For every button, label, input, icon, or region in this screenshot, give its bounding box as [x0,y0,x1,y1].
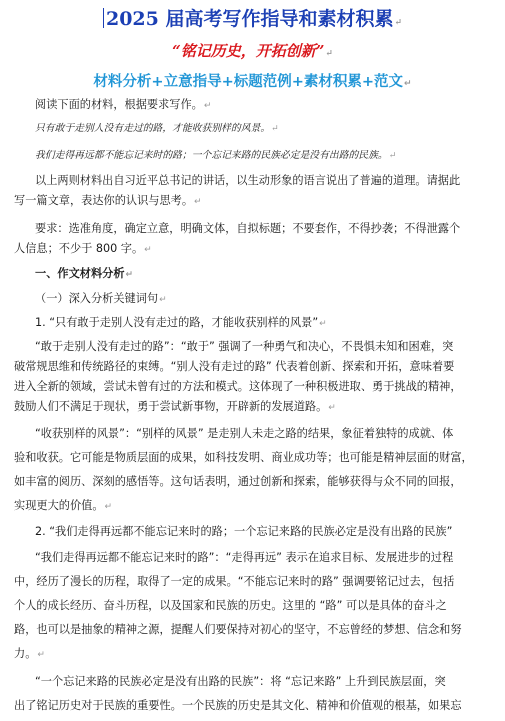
paragraph-mark-icon: ↵ [37,650,45,660]
paragraph-mark-icon: ↵ [104,502,113,512]
analysis-paragraph-1-line-1: “敢于走别人没有走过的路”：“敢于” 强调了一种勇气和决心，不畏惧未知和困难，突 [35,340,454,353]
analysis-paragraph-1-line-2: 破常规思维和传统路径的束缚。“别人没有走过的路” 代表着创新、探索和开拓，意味着要 [14,360,455,373]
paragraph-mark-icon: ↵ [319,319,327,329]
text-cursor [103,8,104,28]
analysis-paragraph-1-line-3: 进入全新的领域，尝试未曾有过的方法和模式。这体现了一种积极进取、勇于挑战的精神， [14,380,462,393]
analysis-paragraph-2-line-4: 实现更大的价值。↵ [14,499,113,512]
analysis-paragraph-1-line-4: 鼓励人们不满足于现状，勇于尝试新事物，开辟新的发展道路。↵ [14,400,336,413]
paragraph-mark-icon: ↵ [271,124,279,134]
paragraph-mark-icon: ↵ [388,151,397,161]
analysis-paragraph-2-line-1: “收获别样的风景”：“别样的风景” 是走别人未走之路的结果，象征着独特的成就、体 [35,427,454,440]
requirements-paragraph-line-2: 人信息；不少于 800 字。↵ [14,242,152,255]
analysis-paragraph-2-line-3: 如丰富的阅历、深刻的感悟等。这句话表明，通过创新和探索，能够获得与众不同的回报， [14,475,462,488]
background-paragraph-line-1: 以上两则材料出自习近平总书记的讲话，以生动形象的语言说出了普遍的道理。请据此 [35,174,461,187]
analysis-paragraph-3-line-1: “我们走得再远都不能忘记来时的路”：“走得再远” 表示在追求目标、发展进步的过程 [35,551,454,564]
document-subtitle-outline: 材料分析+立意指导+标题范例+素材积累+范文↵ [93,74,412,90]
analysis-paragraph-2-line-2: 验和收获。它可能是物质层面的成果，如科技发明、商业成功等；也可能是精神层面的财富， [14,451,473,464]
background-paragraph-line-2: 写一篇文章，表达你的认识与思考。↵ [14,194,202,207]
subsection-heading: （一）深入分析关键词句↵ [35,292,167,305]
section-heading: 一、作文材料分析↵ [35,267,134,280]
paragraph-mark-icon: ↵ [328,403,336,413]
paragraph-mark-icon: ↵ [394,18,403,28]
analysis-paragraph-3-line-4: 路，也可以是抽象的精神之源，提醒人们要保持对初心的坚守，不忘曾经的梦想、信念和努 [14,623,462,636]
paragraph-mark-icon: ↵ [125,270,134,280]
material-quote-1: 只有敢于走别人没有走过的路，才能收获别样的风景。↵ [35,123,279,134]
document-title: 2025 届高考写作指导和素材积累↵ [0,4,505,31]
analysis-paragraph-3-line-3: 个人的成长经历、奋斗历程，以及国家和民族的历史。这里的 “路” 可以是具体的奋斗之 [14,599,447,612]
paragraph-mark-icon: ↵ [325,49,333,59]
paragraph-mark-icon: ↵ [203,101,212,111]
requirements-paragraph-line-1: 要求：选准角度，确定立意，明确文体，自拟标题；不要套作，不得抄袭；不得泄露个 [35,222,461,235]
intro-paragraph: 阅读下面的材料，根据要求写作。↵ [35,98,212,111]
analysis-paragraph-4-line-1: “一个忘记来路的民族必定是没有出路的民族”：将 “忘记来路” 上升到民族层面，突 [35,675,446,688]
document-subtitle: “铭记历史，开拓创新”↵ [172,42,333,60]
analysis-paragraph-4-line-2: 出了铭记历史对于民族的重要性。一个民族的历史是其文化、精神和价值观的根基，如果忘 [14,699,462,712]
analysis-paragraph-3-line-2: 中，经历了漫长的历程，取得了一定的成果。“不能忘记来时的路” 强调要铭记过去，包括 [14,575,455,588]
paragraph-mark-icon: ↵ [194,197,202,207]
paragraph-mark-icon: ↵ [159,295,167,305]
paragraph-mark-icon: ↵ [144,245,152,255]
material-quote-2: 我们走得再远都不能忘记来时的路；一个忘记来路的民族必定是没有出路的民族。↵ [35,150,397,161]
analysis-paragraph-3-line-5: 力。↵ [14,647,45,660]
analysis-item-1: 1. “只有敢于走别人没有走过的路，才能收获别样的风景”↵ [35,316,327,329]
analysis-item-2: 2. “我们走得再远都不能忘记来时的路；一个忘记来路的民族必定是没有出路的民族” [35,525,453,538]
paragraph-mark-icon: ↵ [404,79,412,89]
